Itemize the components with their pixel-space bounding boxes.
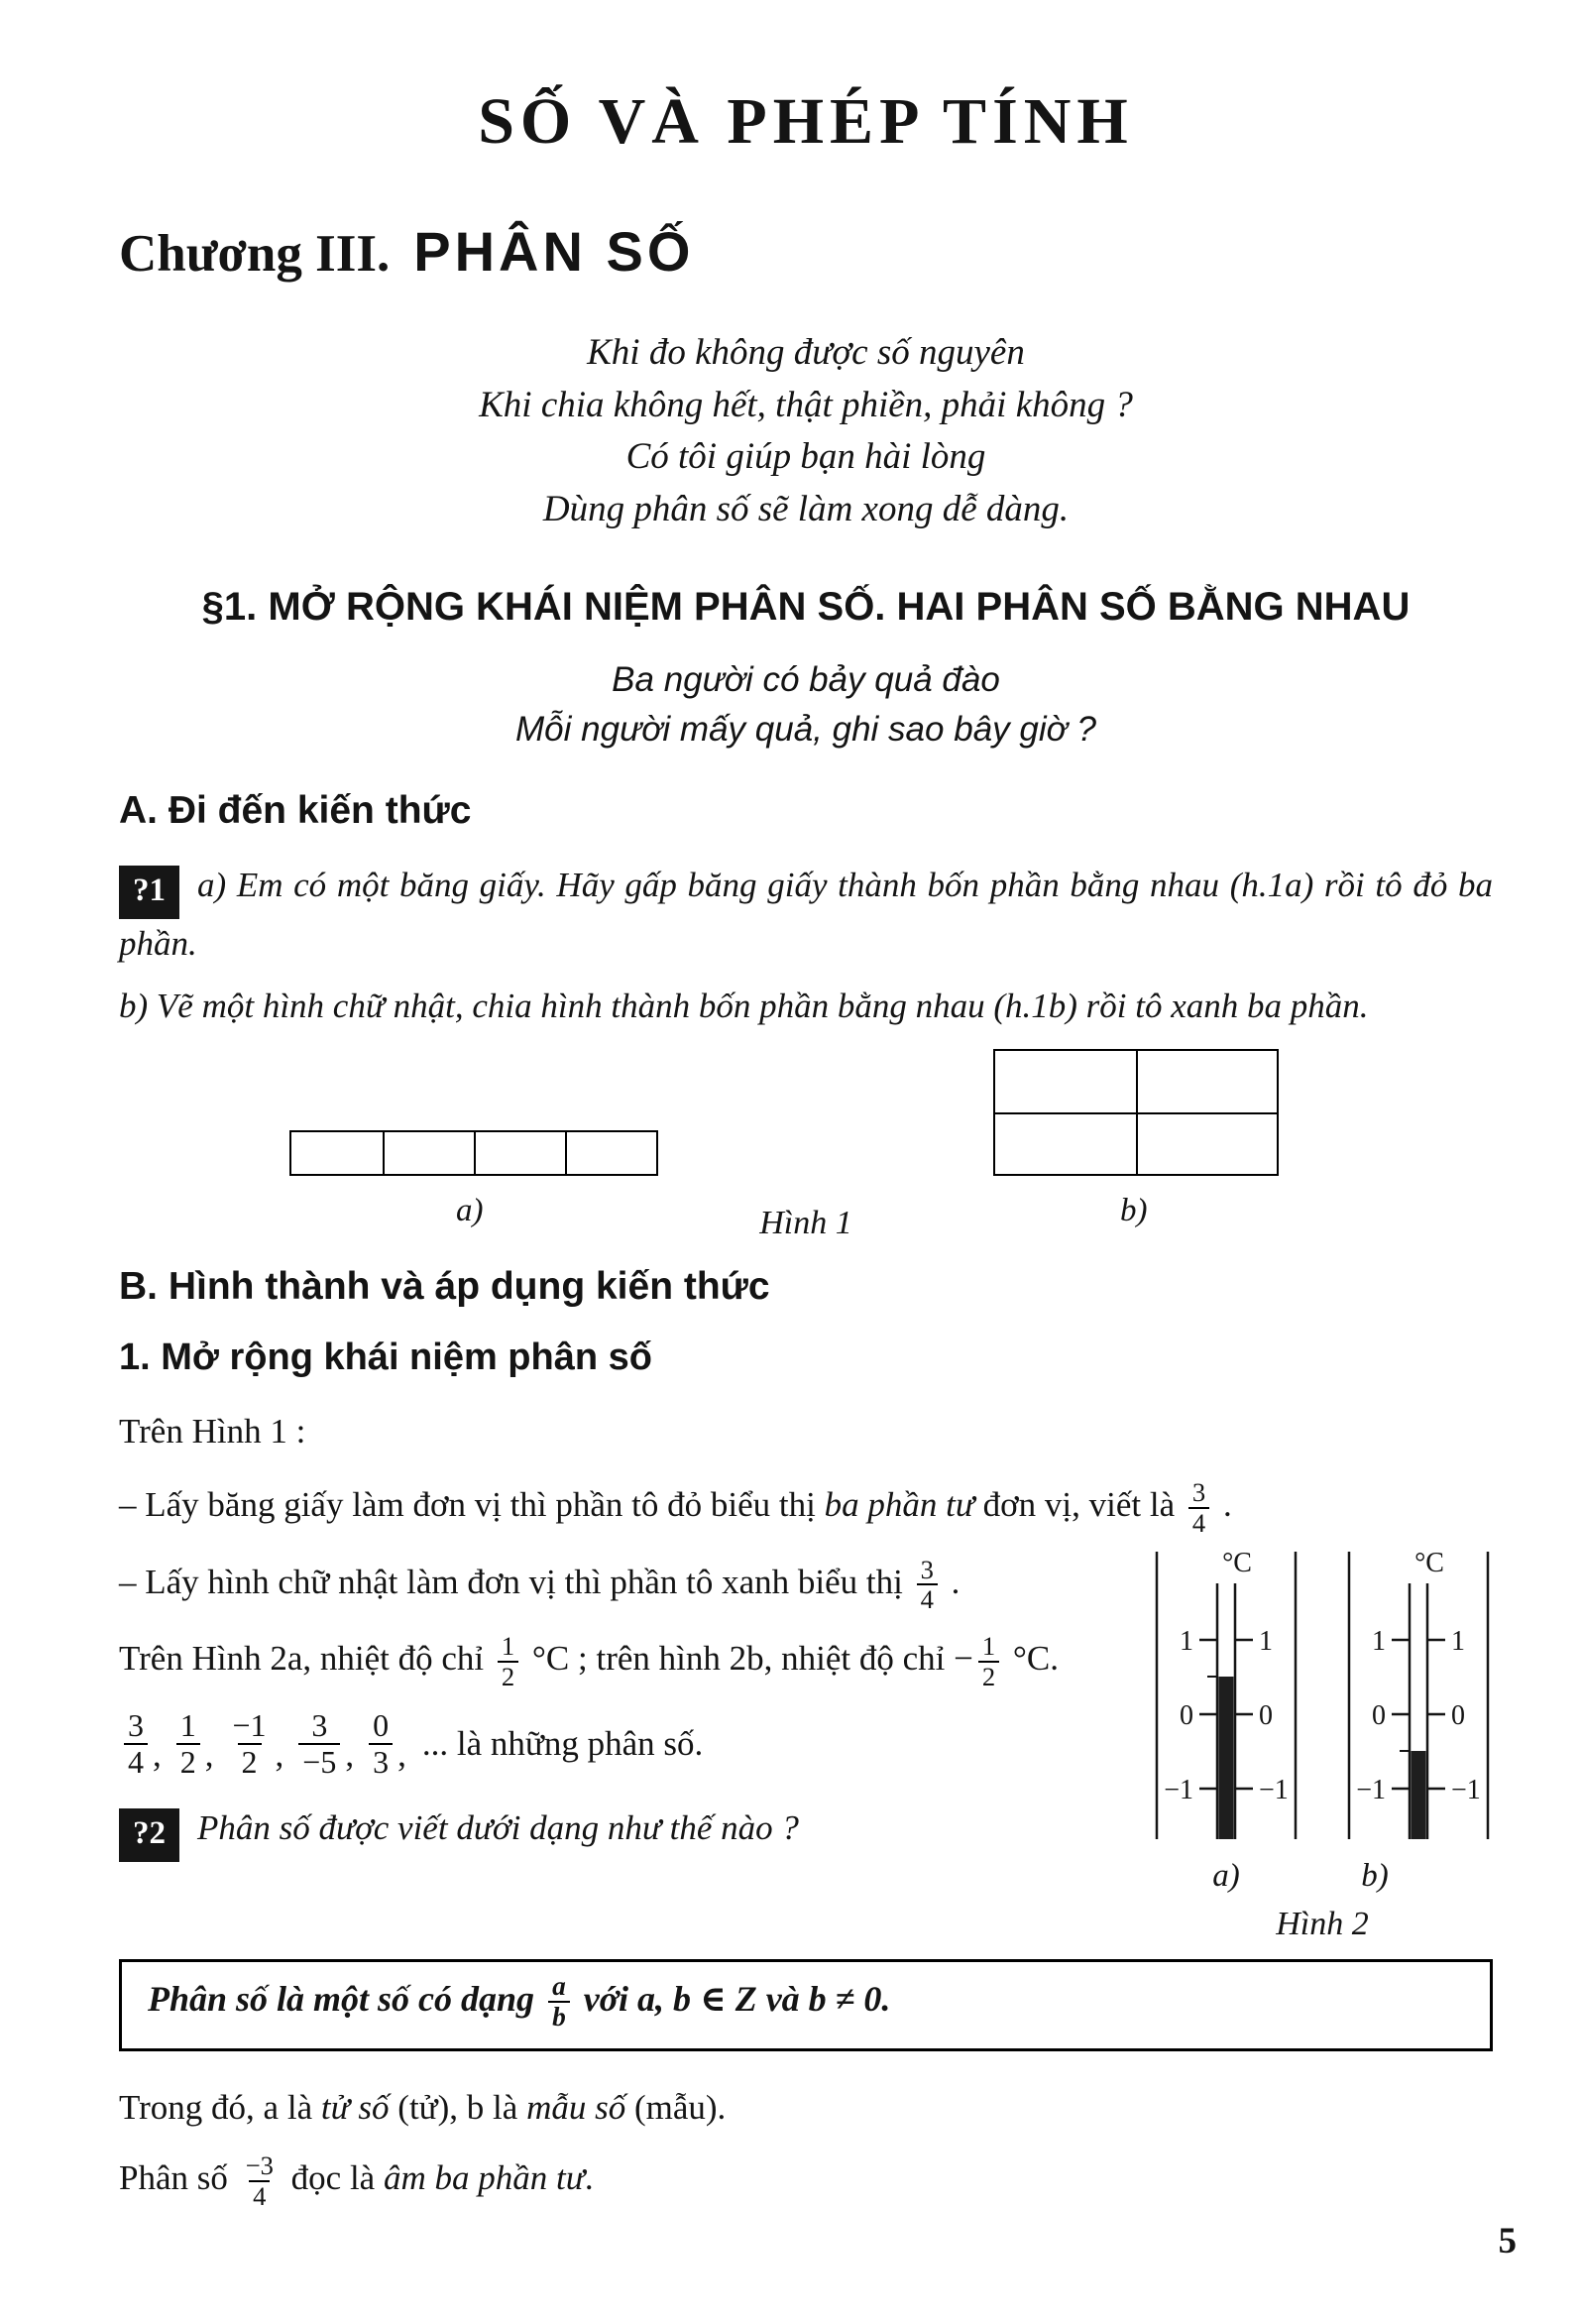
term-mau-so: mẫu số bbox=[526, 2087, 626, 2127]
figure1-label-b: b) bbox=[1120, 1193, 1148, 1229]
fraction-item: $\frac{3}{4}$ , bbox=[119, 1708, 162, 1779]
para-hinh2-pre: Trên Hình 2a, nhiệt độ chỉ bbox=[119, 1638, 493, 1678]
paper-strip-diagram bbox=[289, 1130, 658, 1176]
bullet1-italic: ba phần tư bbox=[824, 1484, 974, 1524]
strip-cell bbox=[565, 1132, 656, 1174]
tick-label: 0 bbox=[1451, 1699, 1465, 1731]
figure2-label-a: a) bbox=[1212, 1857, 1240, 1894]
poem-line: Có tôi giúp bạn hài lòng bbox=[625, 436, 986, 478]
heading-a: A. Đi đến kiến thức bbox=[119, 789, 472, 833]
chapter-name: PHÂN SỐ bbox=[413, 219, 695, 283]
thermometers bbox=[1152, 1546, 1493, 1853]
page-title: SỐ VÀ PHÉP TÍNH bbox=[478, 85, 1134, 158]
term-am-ba-phan-tu: âm ba phần tư bbox=[383, 2158, 585, 2198]
figure2-label-b: b) bbox=[1361, 1857, 1389, 1894]
rectangle-diagram bbox=[993, 1049, 1279, 1176]
definition-pre: Phân số là một số có dạng bbox=[148, 1978, 544, 2019]
fraction-examples-list bbox=[119, 1708, 1138, 1779]
bullet2-post: . bbox=[942, 1562, 960, 1601]
sub-heading-1: 1. Mở rộng khái niệm phân số bbox=[119, 1336, 652, 1379]
figure1-label-a: a) bbox=[456, 1193, 484, 1229]
question-1-badge: ?1 bbox=[119, 866, 179, 919]
page-number: 5 bbox=[1498, 2221, 1517, 2263]
rect-cell bbox=[995, 1112, 1136, 1174]
poem-line: Dùng phân số sẽ làm xong dễ dàng. bbox=[542, 488, 1070, 529]
tick-label: −1 bbox=[1259, 1774, 1289, 1805]
tick-label: 0 bbox=[1259, 1699, 1273, 1731]
figure2-sub-labels bbox=[1152, 1853, 1493, 1900]
para-phan-so-am: Phân số $\frac{-3}{4}$ đọc là âm ba phần tư. bbox=[119, 2150, 594, 2212]
tick-label: 1 bbox=[1372, 1625, 1386, 1657]
question-1-text-b: b) Vẽ một hình chữ nhật, chia hình thành bốn phần bằng nhau (h.1b) rồi tô xanh ba phần. bbox=[119, 987, 1369, 1026]
fraction-item: $\frac{1}{2}$ , bbox=[171, 1708, 214, 1779]
tick-label: 1 bbox=[1451, 1625, 1465, 1657]
tick-label: −1 bbox=[1356, 1774, 1386, 1805]
fraction-a-over-b: $\frac{a}{b}$ bbox=[548, 1972, 570, 2033]
figure-hinh-2 bbox=[1152, 1546, 1493, 1949]
para-hinh2-post: °C. bbox=[1004, 1638, 1059, 1678]
chapter-number: Chương III. bbox=[119, 224, 391, 283]
bullet-red-strip bbox=[119, 1478, 1493, 1537]
definition-box bbox=[119, 1959, 1493, 2051]
tick-label: 0 bbox=[1180, 1699, 1193, 1731]
celsius-label: °C bbox=[1222, 1547, 1252, 1578]
mercury-column bbox=[1219, 1677, 1234, 1839]
verse-line: Ba người có bảy quả đào bbox=[612, 659, 1000, 699]
bullet1-pre: – Lấy băng giấy làm đơn vị thì phần tô đỏ biểu thị bbox=[119, 1484, 825, 1524]
para-hinh2-mid: °C ; trên hình 2b, nhiệt độ chỉ − bbox=[523, 1638, 973, 1678]
question-2-badge: ?2 bbox=[119, 1808, 179, 1862]
strip-cell bbox=[383, 1132, 474, 1174]
thermometer-a bbox=[1152, 1546, 1300, 1853]
para-tren-hinh-1: Trên Hình 1 : bbox=[119, 1412, 306, 1452]
tick-label: 1 bbox=[1259, 1625, 1273, 1657]
section-verse bbox=[119, 655, 1493, 754]
fraction-negative-three-fourths: $\frac{-3}{4}$ bbox=[245, 2150, 274, 2212]
bullet2-pre: – Lấy hình chữ nhật làm đơn vị thì phần tô xanh biểu thị bbox=[119, 1562, 912, 1601]
poem-line: Khi đo không được số nguyên bbox=[587, 332, 1025, 374]
bullet1-post: . bbox=[1214, 1484, 1232, 1524]
strip-cell bbox=[474, 1132, 565, 1174]
fraction-item: $\frac{3}{-5}$ , bbox=[293, 1708, 354, 1779]
mercury-column bbox=[1412, 1751, 1426, 1839]
section-heading: §1. MỞ RỘNG KHÁI NIỆM PHÂN SỐ. HAI PHÂN SỐ BẰNG NHAU bbox=[201, 585, 1411, 630]
fraction-one-half: $\frac{1}{2}$ bbox=[498, 1632, 518, 1690]
rect-cell bbox=[1136, 1112, 1277, 1174]
figure-hinh-1 bbox=[119, 1049, 1493, 1245]
heading-b: B. Hình thành và áp dụng kiến thức bbox=[119, 1265, 770, 1309]
tick-label: −1 bbox=[1164, 1774, 1193, 1805]
figure2-caption: Hình 2 bbox=[1276, 1906, 1369, 1943]
tick-label: 0 bbox=[1372, 1699, 1386, 1731]
question-1-part-a bbox=[119, 861, 1493, 969]
celsius-label: °C bbox=[1414, 1547, 1444, 1578]
question-2-text: Phân số được viết dưới dạng như thế nào ? bbox=[197, 1807, 799, 1847]
rect-cell bbox=[1136, 1051, 1277, 1112]
question-1-text-a: a) Em có một băng giấy. Hãy gấp băng giấy thành bốn phần bằng nhau (h.1a) rồi tô đỏ ba phần. bbox=[119, 865, 1493, 963]
rect-cell bbox=[995, 1051, 1136, 1112]
term-tu-so: tử số bbox=[320, 2087, 390, 2127]
para-trong-do: Trong đó, a là tử số (tử), b là mẫu số (mẫu). bbox=[119, 2087, 727, 2127]
figure1-caption: Hình 1 bbox=[759, 1205, 852, 1242]
fraction-three-fourths: $\frac{3}{4}$ bbox=[917, 1556, 938, 1614]
fraction-item: $\frac{-1}{2}$ , bbox=[232, 1707, 284, 1780]
fraction-list-tail: ... là những phân số. bbox=[421, 1724, 704, 1764]
fraction-three-fourths: $\frac{3}{4}$ bbox=[1188, 1478, 1209, 1537]
poem-line: Khi chia không hết, thật phiền, phải không ? bbox=[479, 384, 1133, 425]
bullet1-mid: đơn vị, viết là bbox=[973, 1484, 1184, 1524]
fraction-one-half-negative: $\frac{1}{2}$ bbox=[978, 1632, 999, 1690]
tick-label: −1 bbox=[1451, 1774, 1481, 1805]
tick-label: 1 bbox=[1180, 1625, 1193, 1657]
chapter-heading bbox=[119, 212, 1493, 291]
question-1-part-b bbox=[119, 982, 1493, 1031]
verse-line: Mỗi người mấy quả, ghi sao bây giờ ? bbox=[515, 709, 1096, 749]
definition-post: với a, b ∈ Z và b ≠ 0. bbox=[574, 1978, 891, 2019]
thermometer-b bbox=[1344, 1546, 1493, 1853]
intro-poem bbox=[119, 327, 1493, 535]
fraction-item: $\frac{0}{3}$ , bbox=[364, 1708, 406, 1779]
strip-cell bbox=[291, 1132, 383, 1174]
